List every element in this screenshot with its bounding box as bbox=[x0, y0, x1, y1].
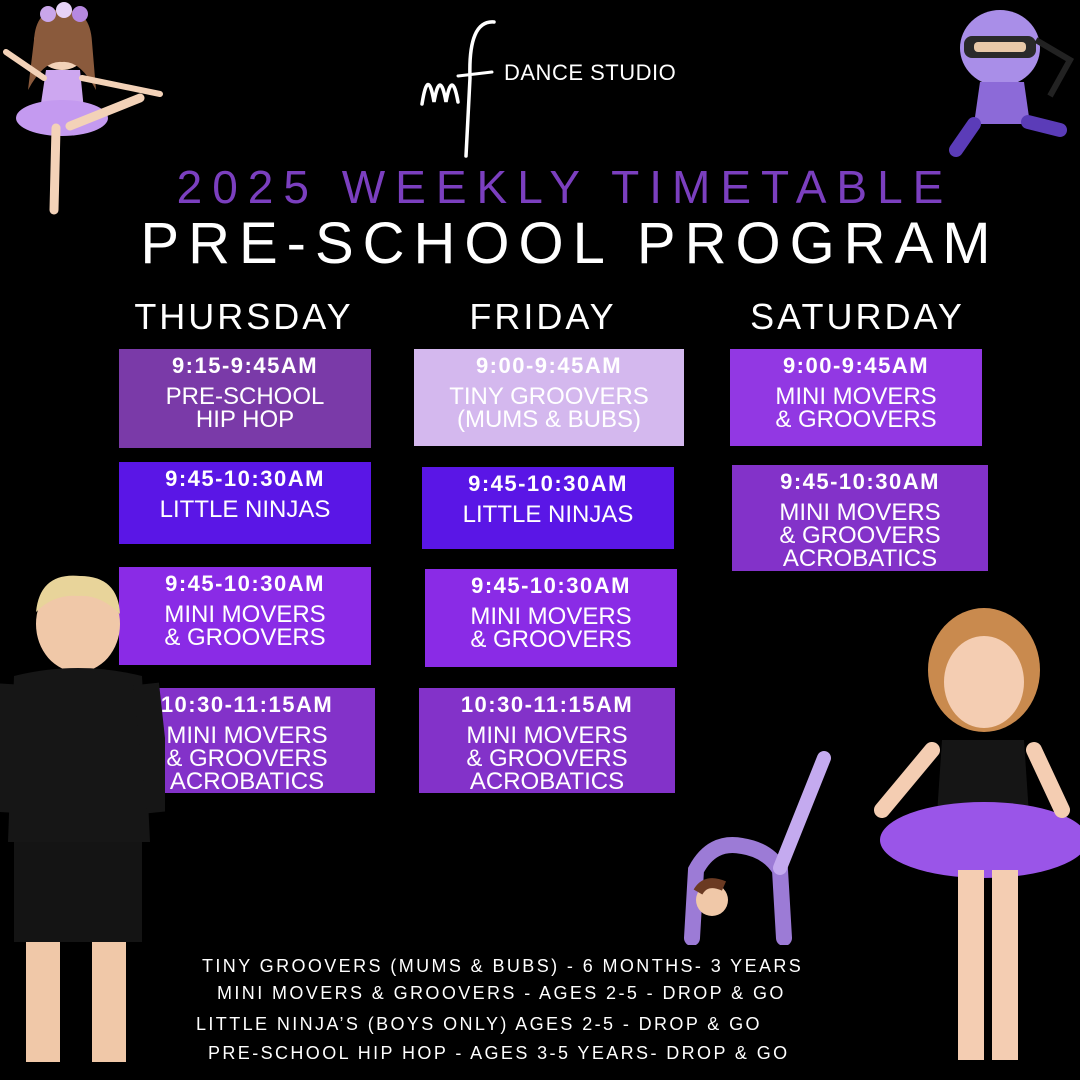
class-name: MINI MOVERS & GROOVERS ACROBATICS bbox=[779, 499, 941, 572]
studio-logo bbox=[418, 18, 698, 158]
class-card bbox=[422, 467, 674, 549]
class-time: 9:45-10:30AM bbox=[165, 571, 325, 596]
class-card bbox=[414, 349, 684, 446]
class-name: MINI MOVERS & GROOVERS bbox=[470, 603, 632, 653]
day-header-thursday: THURSDAY bbox=[134, 296, 354, 337]
class-card bbox=[732, 465, 988, 571]
class-time: 9:45-10:30AM bbox=[471, 573, 631, 598]
class-name: MINI MOVERS & GROOVERS ACROBATICS bbox=[466, 722, 628, 795]
day-header-saturday: SATURDAY bbox=[750, 296, 965, 337]
age-note-tiny-groovers: TINY GROOVERS (MUMS & BUBS) - 6 MONTHS- 3 YEARS bbox=[202, 956, 804, 976]
class-time: 9:00-9:45AM bbox=[475, 353, 623, 378]
class-time: 9:45-10:30AM bbox=[780, 469, 940, 494]
class-card bbox=[119, 349, 371, 448]
class-time: 10:30-11:15AM bbox=[460, 692, 634, 717]
class-card bbox=[419, 688, 675, 793]
age-note-hip-hop: PRE-SCHOOL HIP HOP - AGES 3-5 YEARS- DROP & GO bbox=[208, 1043, 790, 1063]
day-header-friday: FRIDAY bbox=[469, 296, 617, 337]
gymnast-illustration bbox=[672, 750, 837, 945]
timetable-year-title: 2025 WEEKLY TIMETABLE bbox=[176, 161, 954, 213]
age-note-mini-movers: MINI MOVERS & GROOVERS - AGES 2-5 - DROP & GO bbox=[217, 983, 786, 1003]
girl-photo bbox=[862, 600, 1080, 1080]
program-title: PRE-SCHOOL PROGRAM bbox=[140, 211, 1000, 276]
age-note-little-ninjas: LITTLE NINJA’S (BOYS ONLY) AGES 2-5 - DROP & GO bbox=[196, 1014, 762, 1034]
class-time: 9:45-10:30AM bbox=[165, 466, 325, 491]
class-name: PRE-SCHOOL HIP HOP bbox=[165, 383, 325, 433]
class-time: 9:00-9:45AM bbox=[782, 353, 930, 378]
class-card bbox=[730, 349, 982, 446]
class-name: MINI MOVERS & GROOVERS bbox=[775, 383, 937, 433]
class-name: TINY GROOVERS (MUMS & BUBS) bbox=[449, 383, 649, 433]
class-name: MINI MOVERS & GROOVERS bbox=[164, 601, 326, 651]
class-time: 10:30-11:15AM bbox=[160, 692, 334, 717]
class-time: 9:15-9:45AM bbox=[171, 353, 319, 378]
ninja-illustration bbox=[940, 0, 1080, 160]
class-name: LITTLE NINJAS bbox=[462, 501, 634, 528]
class-time: 9:45-10:30AM bbox=[468, 471, 628, 496]
class-card bbox=[425, 569, 677, 667]
class-name: MINI MOVERS & GROOVERS ACROBATICS bbox=[166, 722, 328, 795]
logo-text: DANCE STUDIO bbox=[504, 60, 677, 85]
class-name: LITTLE NINJAS bbox=[159, 496, 331, 523]
class-card bbox=[119, 462, 371, 544]
boy-photo bbox=[0, 572, 165, 1080]
